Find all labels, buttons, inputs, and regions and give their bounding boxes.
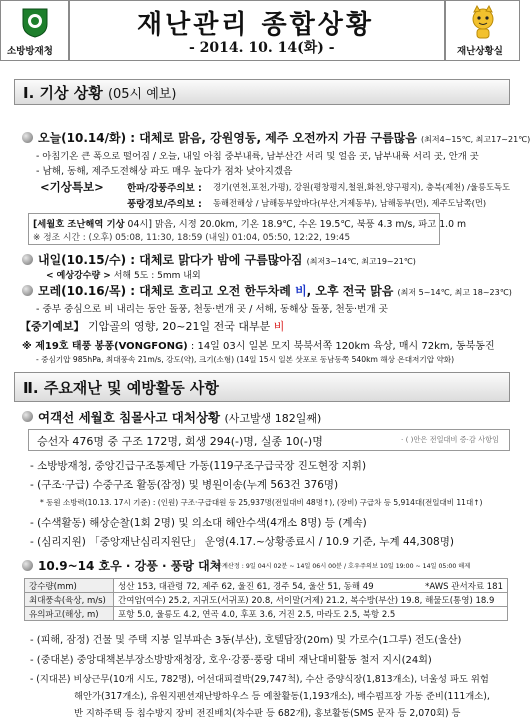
typhoon-name: ※ 제19호 태풍 봉퐁(VONGFONG) [22,341,188,352]
org-name-left: 소방방재청 [7,46,53,57]
tide-times: ※ 정조 시간 : (오후) 05:08, 11:30, 18:59 (내일) 01:04, 05:50, 12:22, 19:45 [33,233,351,243]
today-heading [38,129,530,146]
local-hq-line-3: 반 지하주택 등 침수방지 장비 전진배치(차수판 등 682개), 홍보활동(SMS 문자 등 2,070회) 등 [74,708,461,719]
mid-term-rain: 비 [273,320,285,333]
tomorrow-temperature: (최저3~14℃, 최고19~21℃) [306,257,416,266]
typhoon-position: : 14일 03시 일본 모지 북북서쪽 120km 육상, 매시 72km, 동북동진 [187,341,495,352]
sewol-weather-box [28,213,467,245]
typhoon-line [22,337,495,352]
dayafter-summary-rain: 비 [295,284,307,298]
table-cell-value: 간여암(여수) 25.2, 지귀도(서귀포) 20.8, 서이말(거제) 21.2, 복수방(부산) 19.8, 해물도(통영) 18.9 [114,593,508,607]
expected-rain-label: < 예상강수량 > [46,271,111,281]
table-row [25,579,508,593]
table-cell-label: 유의파고(해상, m) [25,607,114,621]
org-name-right: 재난상황실 [457,46,503,57]
typhoon-detail: - 중심기압 985hPa, 최대풍속 21m/s, 강도(약), 크기(소형) (14일 15시 일본 삿포로 동남동쪽 540km 해상 온대저기압 약화) [36,355,455,364]
sewol-line-1: - 소방방재청, 중앙긴급구조통제단 가동(119구조구급국장 진도현장 지휘) [30,460,367,472]
mascot-icon [467,5,499,39]
local-hq-line-1: - (지대본) 비상근무(10개 시도, 782명), 어선대피결박(29,747척), 수산 증양식장(1,813개소), 너울성 파도 위험 [30,674,489,685]
mid-term-text: 기압골의 영향, 20~21일 전국 대부분 [88,320,274,333]
warning-1-regions: 경기(연천,포천,가평), 강원(평창평지,철원,화천,양구평지), 충북(제천) /울릉도독도 [213,182,511,192]
weather-warning-label: <기상특보> [40,180,104,194]
sewol-heading [38,408,321,426]
table-cell-label: 강수량(mm) [25,579,114,593]
sewol-weather-line [33,216,466,230]
sewol-line-5: - (심리지원) 「중앙재난심리지원단」 운영(4.17.~상황종료시 / 10.9 기준, 누계 44,308명) [30,536,454,548]
sewol-bullet-icon [22,411,33,422]
tomorrow-summary: 내일(10.15/수) : 대체로 맑다가 밤에 구름많아짐 [38,253,303,267]
mid-term-forecast [20,318,284,334]
warning-1-name: 한파/강풍주의보 : [127,183,202,194]
sewol-line-3: * 동원 소방력(10.13. 17시 기준) : (인원) 구조·구급대원 등 25,937명(전일대비 48명↑), (장비) 구급차 등 5,914대(전일대비 11대↑) [40,498,483,507]
dayafter-temperature: (최저 5~14℃, 최고 18~23℃) [397,288,512,297]
dayafter-bullet-icon [22,285,33,296]
flood-heading: 10.9~14 호우 · 강풍 · 풍랑 대처 [38,559,222,573]
rainfall-values: 성산 153, 대관령 72, 제주 62, 울진 61, 경주 54, 울산 51, 동해 49 [118,581,374,592]
section-1-title [23,82,176,103]
section-1-subtitle: (05시 예보) [107,87,177,102]
report-date: - 2014. 10. 14(화) - [189,40,335,56]
section-2-header [14,372,510,402]
dayafter-summary-c: , 오후 전국 맑음 [306,284,394,298]
tomorrow-rain [46,268,201,281]
flood-note: · 통계산정 : 9일 04시 02분 ~ 14일 06시 00분 / 호우주의보 10일 19:00 ~ 14일 05:00 해제 [212,563,471,570]
table-cell-label: 최대풍속(육상, m/s) [25,593,114,607]
section-2-label: 주요재난 및 예방활동 사항 [43,379,219,397]
hq-line: - (중대본) 중앙대책본부장소방방재청장, 호우·강풍·풍랑 대비 재난대비활동 철저 지시(24회) [30,655,432,666]
today-bullet-icon [22,132,33,143]
sewol-casualty-note: · ( )안은 전일대비 증·감 사항임 [401,435,499,444]
flood-bullet-icon [22,560,33,571]
sewol-casualty-box [28,429,510,451]
section-2-title [23,377,219,398]
sewol-casualty-figures: 승선자 476명 중 구조 172명, 회생 294(-)명, 실종 10(-)명 [37,435,323,448]
header-right-logo-box [444,0,520,61]
dayafter-line-1: - 중부 중심으로 비 내리는 동안 돌풍, 천둥·번개 곳 / 서해, 동해상 돌풍, 천둥·번개 곳 [36,304,388,315]
header-title-box [68,0,446,61]
today-summary: 오늘(10.14/화) : 대체로 맑음, 강원영동, 제주 오전까지 가끔 구름많음 [38,131,417,145]
section-1-number: Ⅰ. [23,84,35,102]
today-temperature: (최저4~15℃, 최고17~21℃) [421,135,530,144]
table-cell-value [114,579,508,593]
expected-rain-value: 서해 5도 : 5mm 내외 [113,271,201,281]
weather-stats-table [24,578,508,621]
sewol-line-2: - (구조·구급) 수중구조 활동(잠정) 및 병원이송(누계 563건 376명) [30,479,339,491]
sewol-title: 여객선 세월호 침몰사고 대처상황 [38,410,221,425]
table-cell-value: 포항 5.0, 울릉도 4.2, 연곡 4.0, 후포 3.6, 거진 2.5, 마라도 2.5, 북항 2.5 [114,607,508,621]
dayafter-summary-a: 모레(10.16/목) : 대체로 흐리고 오전 한두차례 [38,284,296,298]
sewol-weather-label: [세월호 조난해역 기상 [33,219,125,230]
fire-agency-emblem-icon [19,6,51,38]
dayafter-heading [38,282,512,299]
today-line-1: - 아침기온 큰 폭으로 떨어짐 / 오늘, 내일 아침 중부내륙, 남부산간 서리 및 얼음 곳, 남부내륙 서리 곳, 안개 곳 [36,151,479,162]
page-title: 재난관리 종합상황 [137,10,374,40]
section-1-header [14,79,510,105]
table-row [25,593,508,607]
rainfall-note: *AWS 관서자료 181 [425,581,503,592]
tomorrow-heading [38,251,416,268]
local-hq-line-2: 해안가(317개소), 유원지펜션재난방하우스 등 예찰활동(1,193개소), 배수펌프장 가동 준비(111개소), [74,691,490,702]
sewol-weather-values: 04시] 맑음, 시정 20.0km, 기온 18.9℃, 수온 19.5℃, 북풍 4.3 m/s, 파고 1.0 m [127,219,467,230]
sewol-line-4: - (수색활동) 해상순찰(1회 2명) 및 의소대 해안수색(4개소 8명) 등 (계속) [30,517,367,529]
tomorrow-bullet-icon [22,254,33,265]
damage-line: - (피해, 잠정) 건물 및 주택 지붕 일부파손 3동(부산), 호텔담장(20m) 및 가로수(1그루) 전도(울산) [30,635,462,646]
table-row [25,607,508,621]
today-line-2: - 남해, 동해, 제주도전해상 파도 매우 높다가 점차 낮아지겠음 [36,166,293,177]
section-2-number: Ⅱ. [23,379,39,397]
sewol-days: (사고발생 182일째) [224,412,322,425]
warning-2-regions: 동해전해상 / 남해동부앞바다(부산,거제동부), 남해동부(먼), 제주도남쪽(먼) [213,198,487,208]
section-1-label: 기상 상황 [39,84,103,102]
mid-term-label: 【중기예보】 [20,320,85,333]
header-left-logo-box [0,0,70,61]
warning-2-name: 풍랑경보/주의보 : [127,199,202,210]
